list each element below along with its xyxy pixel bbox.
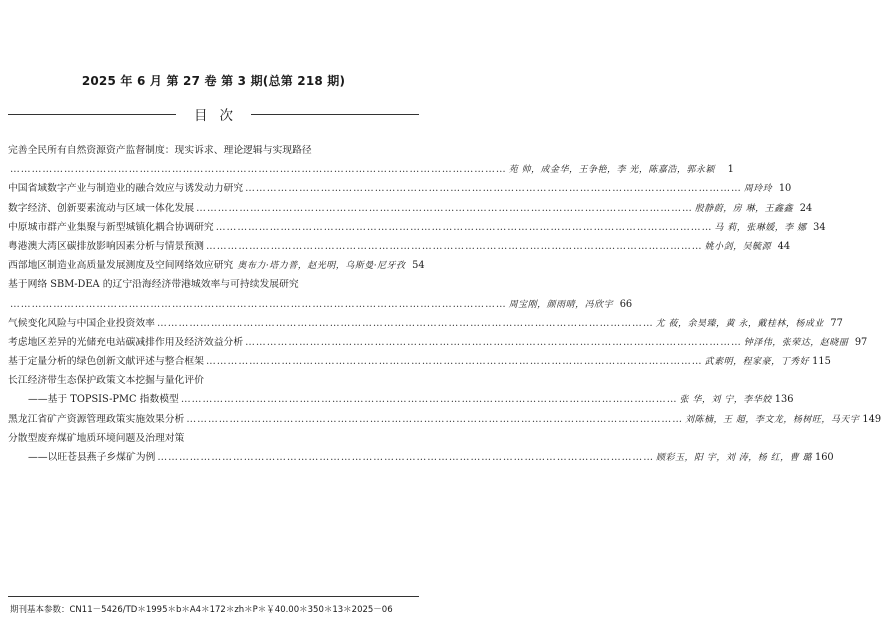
footer-rule — [8, 596, 419, 597]
entry-authors: 苑 帅，成金华，王争艳，李 光，陈嘉浩，郭永颖 — [508, 165, 715, 176]
leader-dots: ………………………………………………………………………………………………………………………… — [180, 394, 678, 406]
entry-page: 54 — [412, 260, 425, 272]
table-of-contents — [8, 141, 881, 467]
entry-title: 分散型废弃煤矿地质环境问题及治理对策 — [8, 432, 185, 444]
entry-page: 10 — [778, 183, 792, 195]
entry-authors: 殷静蔚，房 琳，王鑫鑫 — [694, 203, 794, 214]
entry-title: 气候变化风险与中国企业投资效率 — [8, 317, 155, 329]
journal-parameters: 期刊基本参数：CN11－5426/TD＊1995＊b＊A4＊172＊zh＊P＊￥40.00＊350＊13＊2025－06 — [10, 605, 393, 615]
leader-dots: ………………………………………………………………………………………………………………………… — [245, 336, 742, 348]
entry-page: 97 — [854, 336, 868, 348]
toc-title-row — [8, 103, 419, 125]
leader-dots: ………………………………………………………………………………………………………………………… — [156, 317, 654, 329]
leader-dots: ………………………………………………………………………………………………………………………… — [10, 164, 507, 176]
entry-title: 中原城市群产业集聚与新型城镇化耦合协调研究 — [8, 221, 214, 233]
entry-subtitle: ——以旺苍县燕子乡煤矿为例 — [28, 452, 156, 463]
entry-title: 数字经济、创新要素流动与区域一体化发展 — [8, 202, 195, 214]
toc-entry[interactable] — [8, 256, 425, 275]
entry-page: 34 — [813, 221, 826, 233]
entry-authors: 姚小剑，吴毓源 — [704, 241, 772, 252]
leader-dots: ………………………………………………………………………………………………………………………… — [245, 183, 742, 195]
entry-title: 基于定量分析的绿色创新文献评述与整合框架 — [8, 356, 204, 368]
toc-entry[interactable] — [8, 199, 813, 218]
toc-entry[interactable] — [8, 314, 843, 333]
entry-page: 44 — [777, 240, 791, 252]
leader-dots: ………………………………………………………………………………………………………………………… — [186, 413, 683, 425]
leader-dots: ………………………………………………………………………………………………………………………… — [205, 240, 703, 252]
entry-authors: 马 莉，张琳媛，李 娜 — [714, 222, 807, 233]
entry-page: 160 — [814, 452, 834, 463]
entry-title: 考虑地区差异的光储充电站碳减排作用及经济效益分析 — [8, 336, 244, 348]
entry-page: 115 — [812, 356, 831, 368]
toc-entry[interactable] — [8, 429, 834, 467]
toc-entry[interactable] — [8, 141, 734, 179]
toc-entry[interactable] — [8, 333, 868, 352]
toc-title: 目次 — [194, 108, 245, 124]
entry-authors: 张 华，刘 宁，李华姣 — [679, 395, 772, 406]
toc-entry[interactable] — [8, 410, 881, 429]
entry-title: 粤港澳大湾区碳排放影响因素分析与情景预测 — [8, 240, 204, 252]
entry-page: 1 — [727, 164, 734, 176]
entry-authors: 尤 莜，余昊臻，黄 永，戴桂林，杨成业 — [655, 318, 824, 329]
title-rule-right — [251, 114, 419, 115]
entry-title: 黑龙江省矿产资源管理政策实施效果分析 — [8, 413, 185, 425]
entry-authors: 奥布力·塔力普，赵光明，乌斯曼·尼牙孜 — [237, 261, 406, 272]
leader-dots: ………………………………………………………………………………………………………………………… — [215, 221, 713, 233]
leader-dots: ………………………………………………………………………………………………………………………… — [10, 298, 507, 310]
entry-page: 136 — [774, 394, 794, 406]
entry-authors: 钟泽伟，张荣达，赵晓丽 — [743, 337, 849, 348]
entry-subtitle: ——基于 TOPSIS-PMC 指数模型 — [28, 394, 179, 406]
entry-title: 完善全民所有自然资源资产监督制度：现实诉求、理论逻辑与实现路径 — [8, 145, 312, 156]
entry-title: 西部地区制造业高质量发展测度及空间网络效应研究 — [8, 260, 234, 272]
toc-entry[interactable] — [8, 237, 791, 256]
entry-page: 149 — [862, 413, 881, 425]
entry-title: 基于网络 SBM-DEA 的辽宁沿海经济带港城效率与可持续发展研究 — [8, 279, 299, 291]
toc-entry[interactable] — [8, 352, 831, 371]
entry-title: 中国省域数字产业与制造业的融合效应与诱发动力研究 — [8, 183, 244, 195]
toc-entry[interactable] — [8, 179, 792, 198]
entry-authors: 武素明，程家豪，丁秀好 — [704, 357, 810, 368]
entry-title: 长江经济带生态保护政策文本挖掘与量化评价 — [8, 375, 204, 387]
entry-page: 24 — [799, 202, 813, 214]
entry-authors: 周宝刚，颜雨晴，冯欣宇 — [508, 299, 614, 310]
leader-dots: ………………………………………………………………………………………………………………………… — [157, 452, 655, 463]
leader-dots: ………………………………………………………………………………………………………………………… — [205, 356, 703, 368]
entry-authors: 刘陈楠，王 超，李文龙，杨树旺，马天宇 — [685, 414, 860, 425]
entry-authors: 顾彩玉，阳 宇，刘 涛，杨 红，曹 璐 — [656, 453, 812, 463]
entry-authors: 周玲玲 — [743, 184, 773, 195]
toc-entry[interactable] — [8, 218, 826, 237]
toc-entry[interactable] — [8, 275, 633, 313]
title-rule-left — [8, 114, 176, 115]
entry-page: 66 — [619, 298, 633, 310]
entry-page: 77 — [830, 317, 843, 329]
toc-entry[interactable] — [8, 371, 794, 409]
issue-line: 2025 年 6 月 第 27 卷 第 3 期(总第 218 期) — [81, 74, 346, 88]
leader-dots: ………………………………………………………………………………………………………………………… — [196, 202, 693, 214]
